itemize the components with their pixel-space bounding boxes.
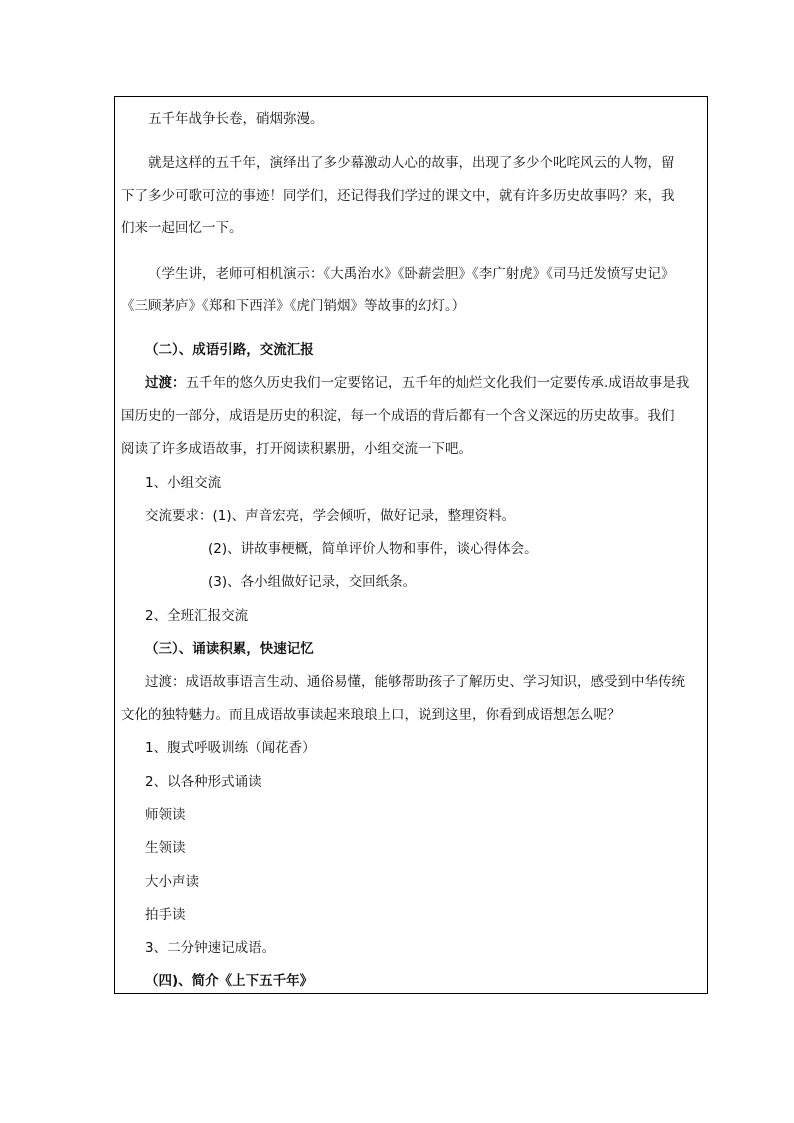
list-item: 大小声读 (145, 874, 199, 890)
text-line: （学生讲，老师可相机演示：《大禹治水》《卧薪尝胆》《李广射虎》《司马迁发愤写史记》 (148, 266, 675, 282)
list-item: 1、腹式呼吸训练（闻花香） (145, 740, 316, 756)
section-heading: （三）、诵读积累，快速记忆 (145, 641, 314, 657)
list-item: 3、二分钟速记成语。 (145, 940, 276, 956)
text-line: 们来一起回忆一下。 (121, 220, 243, 236)
text-line: 文化的独特魅力。而且成语故事读起来琅琅上口，说到这里，你看到成语想怎么呢？ (121, 707, 621, 723)
list-item: 2、以各种形式诵读 (145, 774, 262, 790)
text-line: 交流要求：(1)、声音宏亮，学会倾听，做好记录，整理资料。 (145, 508, 516, 524)
transition-label: 过渡： (145, 375, 186, 391)
list-item: 拍手读 (145, 907, 186, 923)
text-line: 《三顾茅庐》《郑和下西洋》《虎门销烟》等故事的幻灯。） (121, 298, 466, 314)
list-item: 师领读 (145, 807, 186, 823)
text-line: 国历史的一部分，成语是历史的积淀，每一个成语的背后都有一个含义深远的历史故事。我们 (121, 408, 675, 424)
document-table-cell (114, 96, 708, 994)
text-line: 下了多少可歌可泣的事迹！同学们，还记得我们学过的课文中，就有许多历史故事吗？来，我 (121, 188, 675, 204)
section-heading: （二）、成语引路，交流汇报 (145, 342, 314, 358)
transition-text: 五千年的悠久历史我们一定要铭记，五千年的灿烂文化我们一定要传承.成语故事是我 (185, 375, 690, 391)
text-line (145, 374, 689, 392)
list-item: (2)、讲故事梗概，简单评价人物和事件，谈心得体会。 (208, 541, 538, 557)
list-item: 1、小组交流 (145, 475, 222, 491)
section-heading: （四)、简介《上下五千年》 (145, 973, 314, 989)
list-item: (3)、各小组做好记录，交回纸条。 (208, 574, 417, 590)
text-line: 过渡：成语故事语言生动、通俗易懂，能够帮助孩子了解历史、学习知识，感受到中华传统 (145, 674, 685, 690)
list-item: 2、全班汇报交流 (145, 608, 249, 624)
list-item: 生领读 (145, 840, 186, 856)
text-line: 就是这样的五千年，演绎出了多少幕激动人心的故事，出现了多少个叱咤风云的人物，留 (148, 155, 675, 171)
text-line: 五千年战争长卷，硝烟弥漫。 (148, 111, 324, 127)
text-line: 阅读了许多成语故事，打开阅读积累册，小组交流一下吧。 (121, 441, 472, 457)
